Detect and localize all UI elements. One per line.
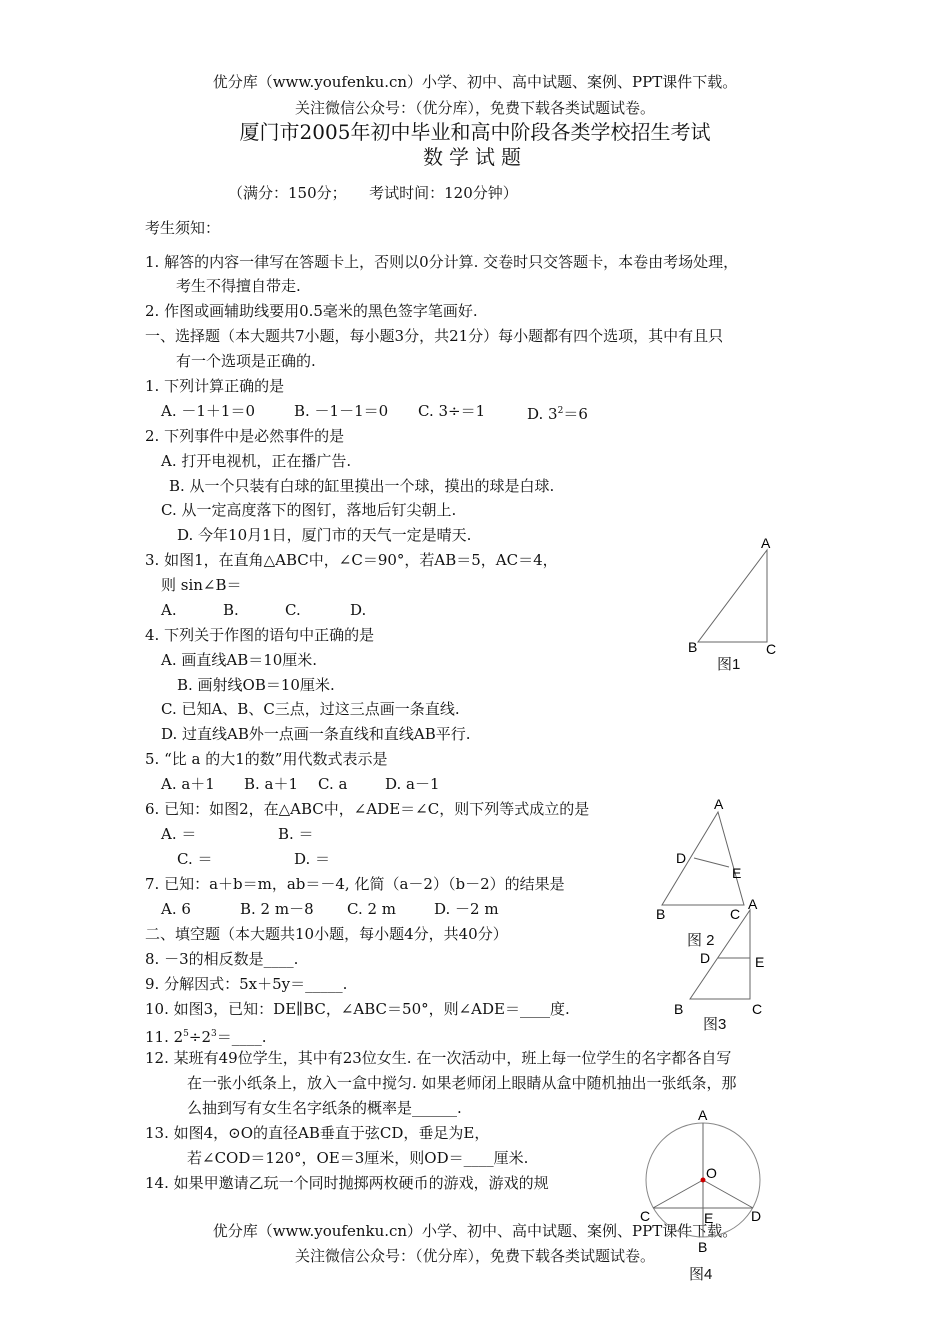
q13-text-cont: 若∠COD＝120°，OE＝3厘米，则OD＝____厘米. (187, 1149, 529, 1167)
fig4-radius-od (703, 1180, 753, 1208)
fig2-label-d: D (676, 850, 687, 866)
section-1-heading-cont: 有一个选项是正确的. (176, 352, 316, 370)
q14-text: 14. 如果甲邀请乙玩一个同时抛掷两枚硬币的游戏，游戏的规 (145, 1174, 549, 1192)
q1-option-b: B. －1－1＝0 (294, 402, 389, 420)
q7-option-b: B. 2 m－8 (240, 900, 314, 918)
q7-option-d: D. －2 m (434, 900, 499, 918)
q7-option-c: C. 2 m (347, 900, 397, 918)
q4-option-a: A. 画直线AB＝10厘米. (161, 651, 318, 669)
fig2-segment-de (694, 858, 729, 867)
q12-text-cont-2: 么抽到写有女生名字纸条的概率是______. (187, 1099, 462, 1117)
fig2-label-c: C (730, 906, 741, 922)
footer-line-1: 优分库（www.youfenku.cn）小学、初中、高中试题、案例、PPT课件下载。 (212, 1222, 738, 1240)
q1-option-d: D. $3^2=6$ (527, 405, 588, 423)
exam-title: 厦门市2005年初中毕业和高中阶段各类学校招生考试 (239, 120, 711, 144)
q3-option-c: C. (285, 601, 301, 619)
fig2-triangle (662, 812, 744, 905)
figure-4 (635, 1103, 775, 1253)
fig4-label-d: D (751, 1208, 762, 1224)
figure-2-caption: 图 2 (687, 932, 715, 949)
q10-text: 10. 如图3，已知：DE∥BC，∠ABC＝50°，则∠ADE＝____度. (145, 1000, 570, 1018)
banner-line-1: 优分库（www.youfenku.cn）小学、初中、高中试题、案例、PPT课件下载。 (212, 73, 738, 91)
q6-option-a: A. ＝ (161, 825, 197, 843)
section-2-heading: 二、填空题（本大题共10小题，每小题4分，共40分） (145, 925, 508, 943)
section-1-heading: 一、选择题（本大题共7小题，每小题3分，共21分）每小题都有四个选项，其中有且只 (145, 327, 724, 345)
fig4-center-point (701, 1178, 706, 1183)
figure-1 (680, 530, 790, 670)
q13-text: 13. 如图4，⊙O的直径AB垂直于弦CD，垂足为E， (145, 1124, 490, 1142)
q6-option-b: B. ＝ (278, 825, 314, 843)
fig2-label-b: B (656, 906, 666, 922)
notice-item-1-cont: 考生不得擅自带走. (176, 277, 301, 295)
q7-stem: 7. 已知：a＋b＝m，ab＝－4, 化简（a－2）（b－2）的结果是 (145, 875, 565, 893)
q9-text: 9. 分解因式：5x＋5y＝_____. (145, 975, 348, 993)
q4-option-d: D. 过直线AB外一点画一条直线和直线AB平行. (161, 725, 471, 743)
fig4-label-a: A (698, 1107, 708, 1123)
fig1-label-b: B (688, 639, 698, 655)
fig4-label-e: E (704, 1210, 714, 1226)
q12-text: 12. 某班有49位学生，其中有23位女生. 在一次活动中，班上每一位学生的名字都各自写 (145, 1049, 732, 1067)
notice-item-2: 2. 作图或画辅助线要用0.5毫米的黑色签字笔画好. (145, 302, 478, 320)
fig1-label-c: C (766, 641, 777, 657)
figure-1-caption: 图1 (717, 656, 741, 673)
fig2-label-a: A (714, 796, 724, 812)
fig3-label-b: B (674, 1001, 684, 1017)
fig3-label-d: D (700, 950, 711, 966)
q3-option-d: D. (350, 601, 367, 619)
fig3-label-a: A (748, 896, 758, 912)
q6-option-c: C. ＝ (177, 850, 213, 868)
q5-option-a: A. a＋1 (161, 775, 215, 793)
fig4-radius-oc (653, 1180, 703, 1208)
q11-text: 11. $2^5\div 2^3=\_\_\_\_$. (145, 1028, 267, 1046)
q4-option-b: B. 画射线OB＝10厘米. (177, 676, 335, 694)
q5-option-c: C. a (318, 775, 348, 793)
q4-option-c: C. 已知A、B、C三点，过这三点画一条直线. (161, 700, 460, 718)
exam-info: （满分：150分； 考试时间：120分钟） (228, 184, 518, 202)
q3-option-a: A. (161, 601, 177, 619)
q2-option-d: D. 今年10月1日，厦门市的天气一定是晴天. (177, 526, 472, 544)
q2-option-b: B. 从一个只装有白球的缸里摸出一个球，摸出的球是白球. (169, 477, 555, 495)
figure-3-caption: 图3 (703, 1016, 727, 1033)
fig2-label-e: E (732, 865, 742, 881)
notice-item-1: 1. 解答的内容一律写在答题卡上，否则以0分计算. 交卷时只交答题卡，本卷由考场处理， (145, 253, 739, 271)
q1-option-a: A. －1＋1＝0 (161, 402, 255, 420)
q5-stem: 5. “比 a 的大1的数”用代数式表示是 (145, 750, 388, 768)
fig3-label-c: C (752, 1001, 763, 1017)
q3-stem: 3. 如图1，在直角△ABC中，∠C＝90°，若AB＝5，AC＝4， (145, 551, 558, 569)
banner-line-2: 关注微信公众号：（优分库），免费下载各类试题试卷。 (294, 99, 655, 117)
q2-option-a: A. 打开电视机，正在播广告. (161, 452, 352, 470)
fig1-label-a: A (761, 535, 771, 551)
q2-option-c: C. 从一定高度落下的图钉，落地后钉尖朝上. (161, 501, 457, 519)
fig4-label-c: C (640, 1208, 651, 1224)
fig4-label-o: O (706, 1165, 717, 1181)
q5-option-b: B. a＋1 (244, 775, 299, 793)
fig3-triangle (690, 910, 750, 999)
figure-4-caption: 图4 (689, 1266, 713, 1283)
q4-stem: 4. 下列关于作图的语句中正确的是 (145, 626, 375, 644)
q7-option-a: A. 6 (161, 900, 191, 918)
q2-stem: 2. 下列事件中是必然事件的是 (145, 427, 345, 445)
q1-option-c: C. 3÷＝1 (418, 402, 486, 420)
figure-3 (668, 893, 778, 1023)
footer-line-2: 关注微信公众号：（优分库），免费下载各类试题试卷。 (294, 1247, 655, 1265)
q3-stem-cont: 则 sin∠B＝ (161, 576, 242, 594)
q1-stem: 1. 下列计算正确的是 (145, 377, 285, 395)
fig4-label-b: B (698, 1239, 708, 1253)
q5-option-d: D. a－1 (385, 775, 440, 793)
fig3-label-e: E (755, 954, 765, 970)
exam-subtitle: 数学试题 (423, 145, 527, 169)
q6-stem: 6. 已知：如图2，在△ABC中，∠ADE＝∠C，则下列等式成立的是 (145, 800, 590, 818)
q12-text-cont-1: 在一张小纸条上，放入一盒中搅匀. 如果老师闭上眼睛从盒中随机抽出一张纸条，那 (187, 1074, 737, 1092)
notice-heading: 考生须知： (145, 219, 221, 237)
q6-option-d: D. ＝ (294, 850, 331, 868)
fig1-triangle (698, 550, 767, 642)
q3-option-b: B. (223, 601, 239, 619)
q8-text: 8. －3的相反数是____. (145, 950, 299, 968)
